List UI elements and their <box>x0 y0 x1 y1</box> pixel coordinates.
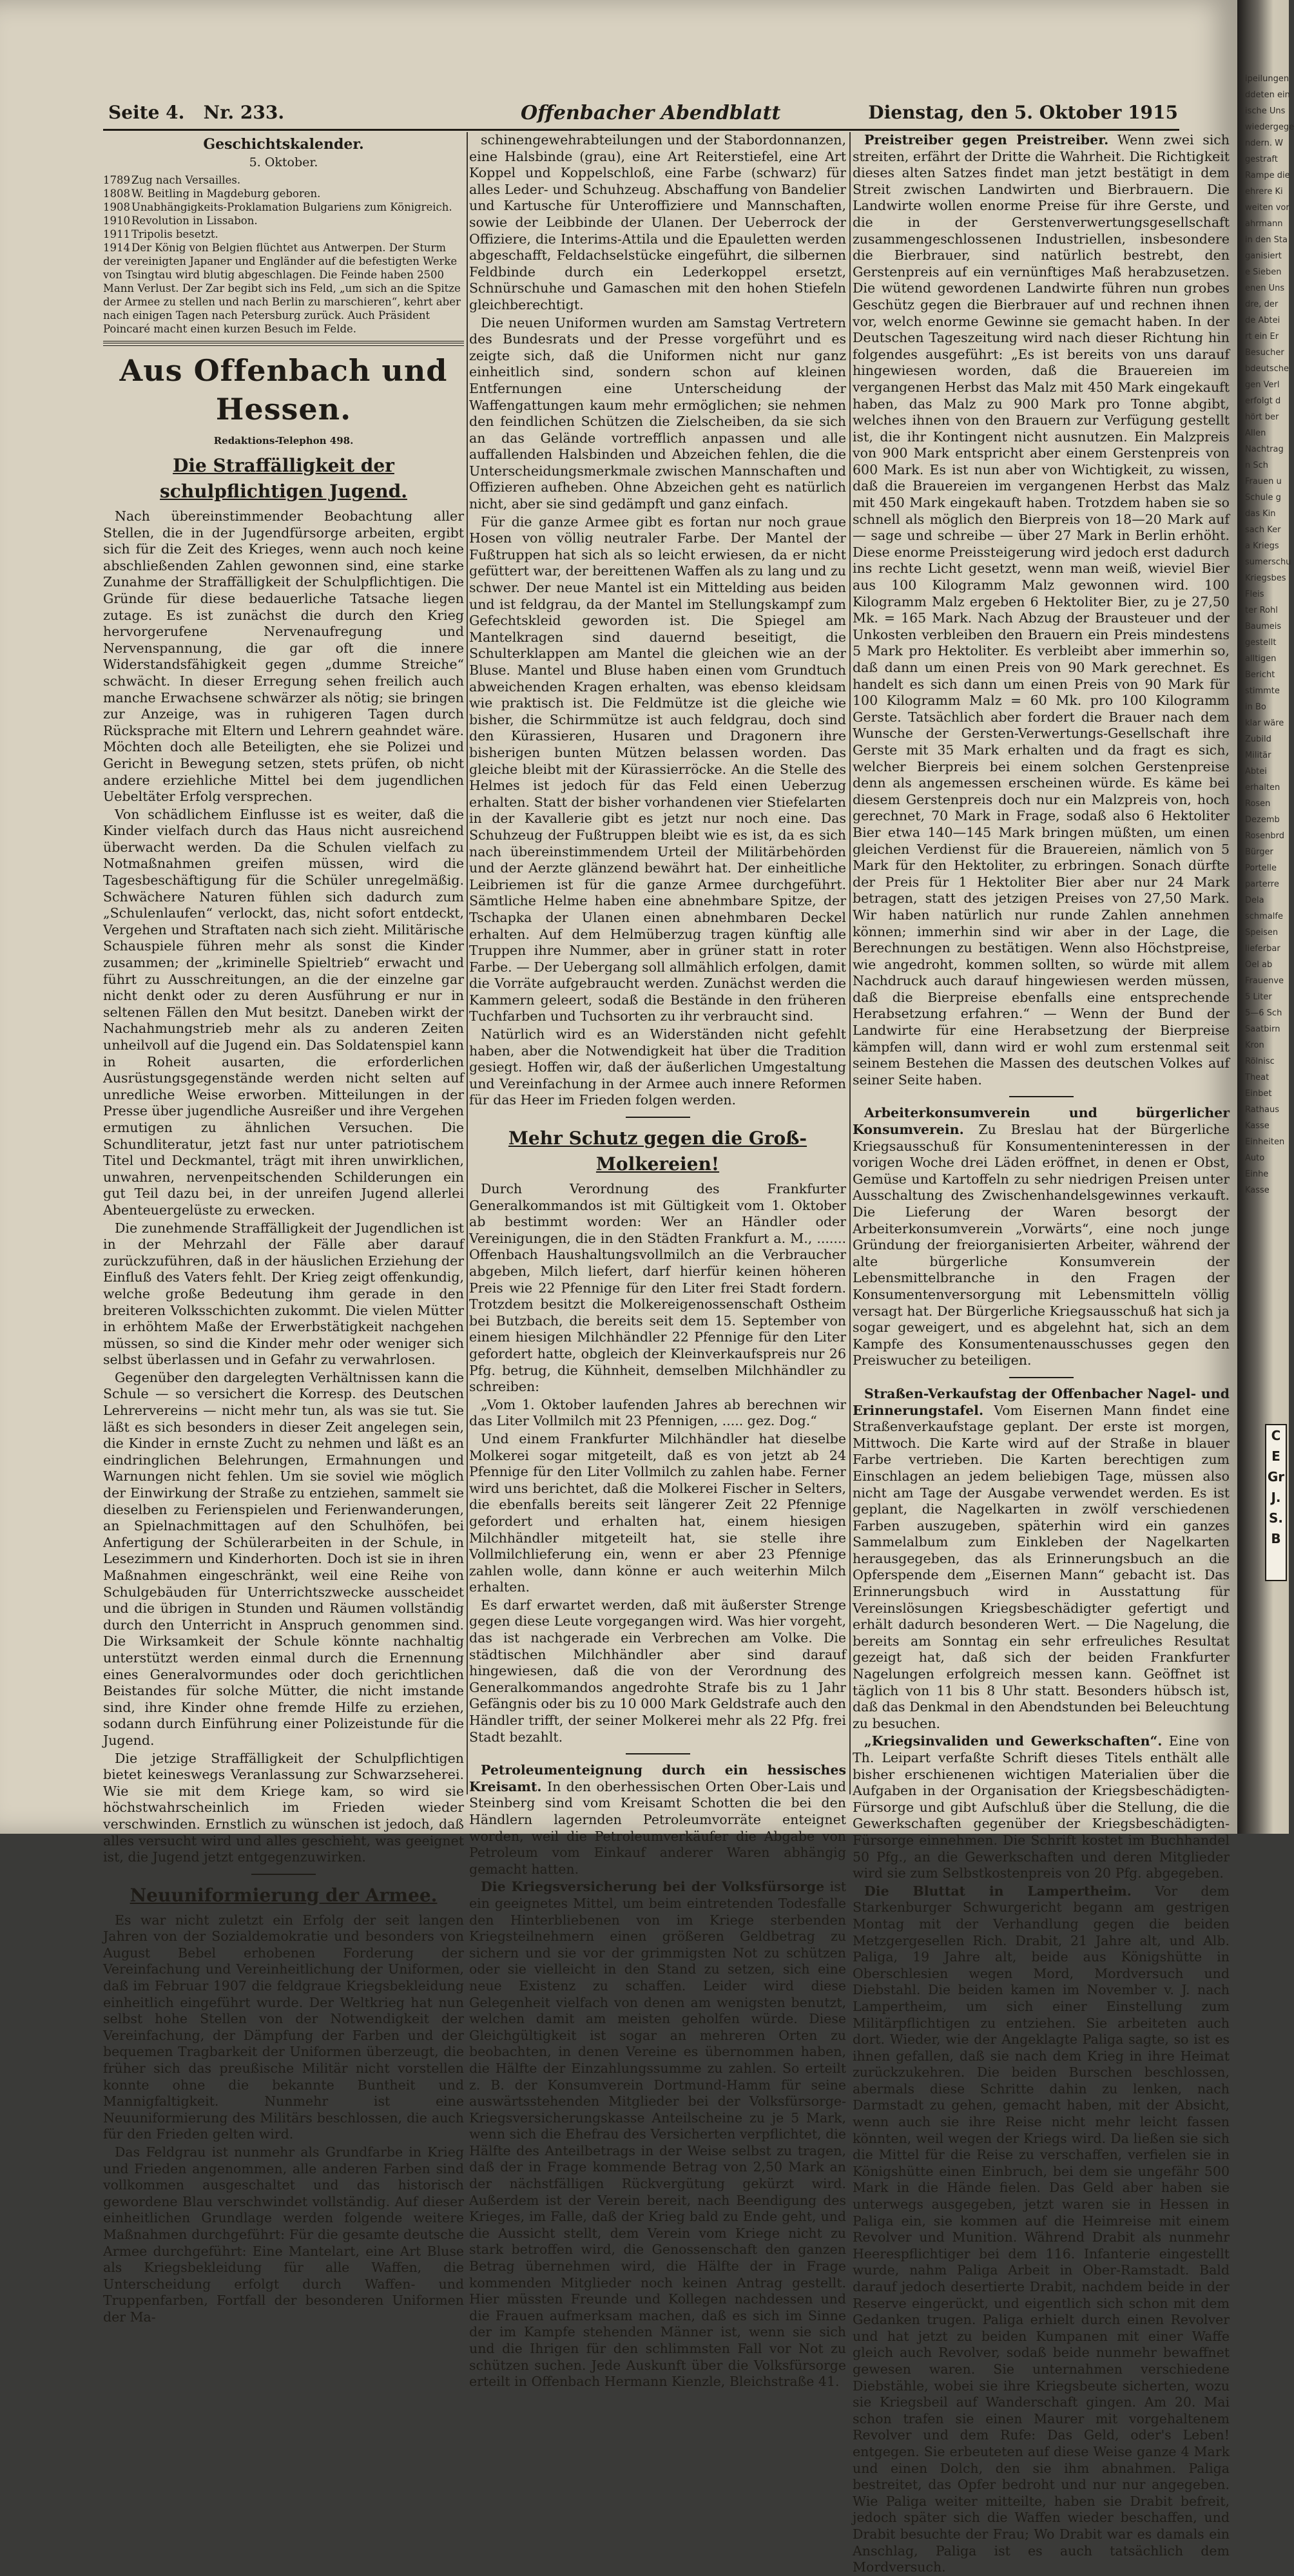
article-title-konsumverein: Arbeiterkonsumverein und bürgerlicher Konsumverein. <box>853 1105 1230 1138</box>
paragraph: Es darf erwartet werden, daß mit äußerster Strenge gegen diese Leute vorgegangen wird. Was hier vorgeht, das ist nachgerade ein Verbrechen am Volke. Die städtischen Milchhändler aber sind darauf hingewiesen, daß die von der Verordnung des Generalkommandos angedrohte Strafe bis zu 1 Jahr Gefängnis oder bis zu 10 000 Mark Geldstrafe auch den Händler trifft, der seiner Molkerei mehr als 22 Pfg. frei Stadt bezahlt. <box>469 1597 846 1745</box>
adjacent-line: Einhe <box>1245 1169 1269 1179</box>
paragraph: Nach übereinstimmender Beobachtung aller Stellen, die in der Jugendfürsorge arbeiten, ergibt sich für die Zeit des Krieges, wenn auch noch keine abschließenden Zahlen gewonnen sind, eine starke Zunahme der Straffälligkeit der Schulpflichtigen. Die Gründe für diese bedauerliche Tatsache liegen zutage. Es ist zunächst die durch den Krieg hervorgerufene Nervenaufregung und Nervenspannung, die gar oft die innere Widerstandsfähigkeit gegen „dumme Streiche“ schwächt. In dieser Erregung sehen freilich auch manche Erwachsene schwärzer als nötig; sie bringen zur Anzeige, was in ruhigeren Tagen durch Rücksprache mit Eltern und Lehrern geahndet wäre. Möchten doch alle Beteiligten, ehe sie Polizei und Gericht in Bewegung setzen, stets prüfen, ob nicht andere erziehliche Mittel bei dem jugendlichen Uebeltäter Erfolg versprechen. <box>103 508 464 805</box>
calendar-entry <box>103 241 464 336</box>
article-bluttat <box>853 1883 1230 2576</box>
header-rule <box>103 129 1179 131</box>
adjacent-line: Baumeis <box>1245 622 1282 631</box>
paragraph: Durch Verordnung des Frankfurter Generalkommandos ist mit Gültigkeit vom 1. Oktober ab bestimmt worden: Wer an Händler oder Vereinigungen, die in den Städten Frankfurt a. M., ....... Offenbach Haushaltungsvollmilch an die Verbraucher abgeben, Milch liefert, darf hierfür keinen höheren Preis wie 22 Pfennige für den Liter frei Stadt fordern. Trotzdem besitzt die Molkereigenossenschaft Ostheim bei Butzbach, die bereits seit dem 15. September von einem hiesigen Milchhändler 22 Pfennige für den Liter gefordert hatte, obgleich der Kleinverkaufspreis nur 26 Pfg. betrug, die Kühnheit, demselben Milchhändler zu schreiben: <box>469 1181 846 1395</box>
calendar-list <box>103 173 464 336</box>
adjacent-line: hört ber <box>1245 412 1279 422</box>
article-title-armee: Neuuniformierung der Armee. <box>130 1884 438 1906</box>
article-title-jugend: Die Straffälligkeit der schulpflichtigen Jugend. <box>160 455 407 502</box>
column-rule-2 <box>849 132 851 1794</box>
ad-letter: Gr <box>1267 1469 1285 1485</box>
adjacent-line: sumerschu <box>1245 557 1291 567</box>
adjacent-line: Speisen <box>1245 928 1279 937</box>
adjacent-line: wiedergege <box>1245 122 1294 132</box>
article-petroleum <box>469 1762 846 1878</box>
article-title-nageltafel: Straßen-Verkaufstag der Offenbacher Nagel- und Erinnerungstafel. <box>853 1385 1230 1418</box>
paragraph: Und einem Frankfurter Milchhändler hat dieselbe Molkerei sogar mitgeteilt, daß es von jetzt ab 24 Pfennige für den Liter Vollmilch zu zahlen habe. Ferner wird uns berichtet, daß die Molkerei Fischer in Selters, die ebenfalls bereits seit längerer Zeit 22 Pfennige gefordert und erhalten hat, einem hiesigen Milchhändler mitgeteilt hat, sie stelle ihre Vollmilchlieferung ein, wenn er aber 23 Pfennige zahlen wolle, dann könne er auch weiterhin Milch erhalten. <box>469 1430 846 1595</box>
ad-letter: B <box>1271 1531 1281 1546</box>
article-body-kriegsinvaliden: Eine von Th. Leipart verfaßte Schrift dieses Titels enthält alle bisher erschienenen wichtigen Materialien über die Aufgaben in der Organisation der Kriegsbeschädigten-Fürsorge und gibt Aufschluß über die Stellung, die die Gewerkschaften gegenüber der Kriegsbeschädigten-Fürsorge einnehmen. Die Schrift kostet im Buchhandel 50 Pfg., an die Gewerkschaften und deren Mitglieder wird sie zum Selbstkostenpreis von 20 Pfg. abgegeben. <box>853 1733 1230 1881</box>
adjacent-line: gestellt <box>1245 638 1277 648</box>
calendar-year: 1808 <box>103 187 130 200</box>
adjacent-page-ad-box <box>1265 1424 1287 1581</box>
issue-date: Dienstag, den 5. Oktober 1915 <box>868 102 1178 123</box>
adjacent-line: dre, der <box>1245 300 1279 309</box>
article-divider <box>626 1753 690 1754</box>
adjacent-line: Militär <box>1245 751 1271 760</box>
calendar-text: Tripolis besetzt. <box>131 228 218 240</box>
adjacent-line: de Abtei <box>1245 316 1280 325</box>
article-volksfuersorge <box>469 1879 846 2390</box>
calendar-text: W. Beitling in Magdeburg geboren. <box>131 187 321 200</box>
calendar-date: 5. Oktober. <box>249 155 318 169</box>
calendar-year: 1789 <box>103 174 130 186</box>
adjacent-line: Kasse <box>1245 1121 1270 1131</box>
article-divider <box>1009 1377 1074 1378</box>
article-nageltafel <box>853 1386 1230 1732</box>
column-1 <box>103 132 464 2325</box>
article-title-petroleum: Petroleumenteignung durch ein hessisches Kreisamt. <box>469 1762 846 1794</box>
paragraph: Gegenüber den dargelegten Verhältnissen kann die Schule — so versichert die Korresp. des Deutschen Lehrervereins — nicht mehr tun, als was sie tut. Sie läßt es sich besonders in dieser Zeit angelegen sein, die Kinder in ernste Zucht zu nehmen und läßt es an eindringlichen Belehrungen, Ermahnungen und Warnungen nicht fehlen. Um sie soviel wie möglich der Einwirkung der Straße zu entziehen, sammelt sie dieselben zu Ferienspielen und Ferienwanderungen, an Spielnachmittagen auf den Schulhöfen, bei Anfertigung der Schülerarbeiten in der Schule, in Lesezimmern und Kinderhorten. Doch ist sie in ihren Maßnahmen eingeschränkt, weil eine Reihe von Schulgebäuden für Unterrichtszwecke ausscheidet und die übrigen in Stunden und Räumen vollständig durch den Unterricht in Anspruch genommen sind. Die Wirksamkeit der Schule könnte nachhaltig unterstützt werden einmal durch die Ernennung eines Generalvormundes oder doch gerichtlichen Beistandes für solche Mütter, die nicht imstande sind, ihre Kinder ohne fremde Hilfe zu erziehen, sodann durch Einführung einer Polizeistunde für die Jugend. <box>103 1369 464 1748</box>
adjacent-line: a Kriegs <box>1245 541 1279 551</box>
calendar-entry <box>103 187 464 200</box>
adjacent-line: klar wäre <box>1245 718 1284 728</box>
article-divider <box>1009 1096 1074 1097</box>
article-body-molkereien <box>469 1181 846 1745</box>
adjacent-line: Frauenve <box>1245 976 1284 986</box>
adjacent-line: Frauen u <box>1245 477 1282 486</box>
adjacent-line: Rölnisc <box>1245 1057 1275 1066</box>
calendar-entry <box>103 173 464 187</box>
adjacent-line: Dela <box>1245 896 1264 905</box>
article-body-armee <box>103 1912 464 2326</box>
adjacent-line: ahrmann <box>1245 219 1283 229</box>
adjacent-line: Kriegsbes <box>1245 573 1286 583</box>
ad-letter: C <box>1271 1428 1281 1443</box>
article-body-jugend <box>103 508 464 1866</box>
adjacent-line: enen Uns <box>1245 284 1285 293</box>
adjacent-line: Fleis <box>1245 590 1264 599</box>
adjacent-line: gen Verl <box>1245 380 1280 390</box>
calendar-entry <box>103 227 464 241</box>
column-rule-1 <box>467 132 468 1794</box>
adjacent-page-text <box>1245 71 1294 1198</box>
paragraph: „Vom 1. Oktober laufenden Jahres ab berechnen wir das Liter Vollmilch mit 23 Pfennigen, ..... gez. Dog.“ <box>469 1396 846 1429</box>
paragraph: Die zunehmende Straffälligkeit der Jugendlichen ist in der Mehrzahl der Fälle aber darauf zurückzuführen, daß in der häuslichen Erziehung der Einfluß des Vaters fehlt. Der Krieg zeigt offenkundig, welche große Bedeutung ihm gerade in den breiteren Volksschichten zukommt. Die vielen Mütter in erhöhtem Maße der Erwerbstätigkeit nachgehen müssen, so sind die Kinder mehr oder weniger sich selbst überlassen und in Gefahr zu verwahrlosen. <box>103 1220 464 1368</box>
adjacent-line: Bürger <box>1245 847 1273 857</box>
calendar-year: 1910 <box>103 215 130 227</box>
adjacent-line: Rathaus <box>1245 1105 1280 1115</box>
page-number: Seite 4. Nr. 233. <box>108 102 285 123</box>
adjacent-line: ganisiert <box>1245 251 1282 261</box>
calendar-year: 1908 <box>103 201 130 213</box>
adjacent-line: e Sieben <box>1245 267 1282 277</box>
calendar-entry <box>103 214 464 227</box>
adjacent-line: in Bo <box>1245 702 1266 712</box>
article-title-molkereien: Mehr Schutz gegen die Groß-Molkereien! <box>508 1128 807 1175</box>
paragraph: Natürlich wird es an Widerständen nicht gefehlt haben, aber die Notwendigkeit hat über die Tradition gesiegt. Hoffen wir, daß der äußerlichen Umgestaltung und Vereinfachung in der Armee auch innere Reformen für das Heer im Frieden folgen werden. <box>469 1026 846 1108</box>
column-3 <box>853 132 1230 2575</box>
adjacent-line: schmalfe <box>1245 912 1283 921</box>
adjacent-line: Allen <box>1245 428 1266 438</box>
adjacent-line: das Kin <box>1245 509 1276 519</box>
calendar-text: Der König von Belgien flüchtet aus Antwerpen. Der Sturm der vereinigten Japaner und Engländer auf die befestigten Werke von Tsingtau wird blutig abgeschlagen. Die Feinde haben 2500 Mann Verlust. Der Zar begibt sich ins Feld, „um sich an die Spitze der Armee zu stellen und nach Berlin zu marschieren“, kehrt aber nach einigen Tagen nach Petersburg zurück. Auch Präsident Poincaré macht einen kurzen Besuch im Felde. <box>103 242 461 335</box>
section-title: Aus Offenbach und Hessen. <box>119 353 448 427</box>
paragraph: schinengewehrabteilungen und der Stabordonnanzen, eine Halsbinde (grau), eine Art Reiterstiefel, eine Art Koppel und Koppelschloß, eine Farbe (schwarz) für alles Leder- und Schuhzeug. Abschaffung von Bandelier und Kartusche für Unteroffiziere und Mannschaften, sowie der Leibbinde der Ulanen. Der Ueberrock der Offiziere, die Interims-Attila und die Epauletten werden abgeschafft, Feldachselstücke eingeführt, die silbernen Feldbinde durch ein Lederkoppel ersetzt, Schnürschuhe und Gamaschen mit den hohen Stiefeln gleichberechtigt. <box>469 132 846 312</box>
article-konsumverein <box>853 1105 1230 1369</box>
adjacent-line: Oel ab <box>1245 960 1273 970</box>
adjacent-line: Bericht <box>1245 670 1275 680</box>
adjacent-line: stimmte <box>1245 686 1280 696</box>
calendar-entry <box>103 200 464 214</box>
adjacent-line: n Sch <box>1245 461 1269 470</box>
adjacent-line: ische Uns <box>1245 106 1286 116</box>
calendar-year: 1914 <box>103 242 130 254</box>
adjacent-line: lieferbar <box>1245 944 1280 954</box>
article-title-volksfuersorge: Die Kriegsversicherung bei der Volksfürsorge <box>481 1879 825 1895</box>
ad-letter: J. <box>1271 1490 1281 1505</box>
article-title-preistreiber: Preistreiber gegen Preistreiber. <box>864 132 1109 148</box>
adjacent-line: Dezemb <box>1245 815 1280 825</box>
editorial-phone: Redaktions-Telephon 498. <box>213 435 354 447</box>
article-body-volksfuersorge: ist ein geeignetes Mittel, um beim eintretenden Todesfalle den Hinterbliebenen von im Kriege sterbenden Kriegsteilnehmern einen größeren Geldbetrag zu sichern und sie vor der grimmigsten Not zu schützen oder sie vielleicht in den Stand zu setzen, sich eine neue Existenz zu schaffen. Leider wird diese Gelegenheit vielfach von denen am wenigsten benutzt, welchen damit am meisten geholfen würde. Diese Gleichgültigkeit ist sogar an mehreren Orten zu beobachten, in denen Vereine es übernommen haben, die Hälfte der Einzahlungssumme zu zahlen. So erteilt z. B. der Konsumverein Dortmund-Hamm für seine auswärtsstehenden Mitglieder bei der Volksfürsorge-Kriegsversicherungskasse Anteilscheine zu je 5 Mark, wenn sich die Ehefrau des Versicherten verpflichtet, die Hälfte des Anteilbetrags in der Weise selbst zu tragen, daß der in Frage kommende Betrag von 2,50 Mark an der nächstfälligen Rückvergütung gekürzt wird. Außerdem ist der Verein bereit, nach Beendigung des Krieges, im Falle, daß der Krieg bald zu Ende geht, und die Aussicht stellt, dem Verein vom Kriege nicht zu stark betroffen wird, die Genossenschaft den ganzen Betrag übernehmen wird, die Hälfte der in Frage kommenden Mitglieder noch keinen Antrag gestellt. Hier müssten Freunde und Kollegen nachdessen und die Frauen aufmerksam machen, daß es sich im Sinne der im Kampfe stehenden Männer ist, wenn sie sich und die Ihrigen für den schlimmsten Fall vor Not zu schützen suchen. Jede Auskunft über die Volksfürsorge erteilt in Offenbach Hermann Kienzle, Bleichstraße 41. <box>469 1879 846 2390</box>
adjacent-line: Zubild <box>1245 735 1271 744</box>
adjacent-line: erfolgt d <box>1245 396 1281 406</box>
adjacent-line: Besucher <box>1245 348 1284 358</box>
article-body-nageltafel: Vom Eisernen Mann findet eine Straßenverkaufstage geplant. Der erste ist morgen, Mittwoch. Die Karte wird auf der Straße in blauer Farbe vertrieben. Die Karten berechtigen zum Einschlagen an jedem beliebigen Tage, müssen also nicht am Tage der Ausgabe verwendet werden. Es ist geplant, die Nagelkarten in zwölf verschiedenen Farben auszugeben, späterhin wird ein ganzes Sammelalbum zum Einkleben der Nagelkarten herausgegeben, das als Erinnerungsbuch an die Opferspende dem „Eisernen Mann“ gebacht ist. Das Erinnerungsbuch wird in Ausstattung für Vereinslösungen Kriegsbeschädigter gefertigt und erhält dadurch besonderen Wert. — Die Nagelung, die bereits am Sonntag ein sehr erfreuliches Resultat gezeigt hat, daß sich der beiden Frankfurter Nagelungen erfolgreich messen kann. Geöffnet ist täglich von 11 bis 8 Uhr statt. Besonders hübsch ist, daß das Denkmal in den Abendstunden bei Beleuchtung zu besuchen. <box>853 1402 1230 1731</box>
calendar-text: Unabhängigkeits-Proklamation Bulgariens zum Königreich. <box>131 201 452 213</box>
adjacent-line: Theat <box>1245 1073 1270 1082</box>
calendar-year: 1911 <box>103 228 130 240</box>
column-2 <box>469 132 846 2390</box>
adjacent-line: Auto <box>1245 1153 1265 1163</box>
calendar-title: Geschichtskalender. <box>203 136 364 153</box>
adjacent-line: bdeutsche <box>1245 364 1289 374</box>
article-body-bluttat: Vor dem Starkenburger Schwurgericht begann am gestrigen Montag mit der Verhandlung gegen die beiden Metzgergesellen Rich. Drabit, 21 Jahre alt, und Alb. Paliga, 19 Jahre alt, beide aus Königshütte in Oberschlesien wegen Mord, Mordversuch und Diebstahl. Die beiden kamen im November v. J. nach Lampertheim, um sich einer Einstellung zum Militärpflichtigen zu entziehen. Sie arbeiteten auch dort. Wieder, wie der Angeklagte Paliga sagte, so ist es ihnen gefallen, daß sie nach dem Krieg in ihre Heimat zurückzukehren. Die beiden Burschen beschlossen, abermals diese Schritte dahin zu lenken, nach Darmstadt zu gehen, gemacht haben, mit der Absicht, wenn auch sie ihre Reise nicht mehr leicht fassen könnten, weil wegen der Kriegs wird. Da ließen sie sich die Mittel für die Reise zu verschaffen, verfielen sie in Königshütte einen Einbruch, bei dem sie ungefähr 500 Mark in die Hände fielen. Das Geld aber haben sie unterwegs ausgegeben, jetzt waren sie in Hessen in Paliga ein, sie kommen auf die Heimreise mit einem Revolver und Munition. Während Drabit als nunmehr Heerespflichtiger bei dem 116. Infanterie eingestellt wurde, nahm Paliga Arbeit in Ober-Ramstadt. Bald darauf jedoch desertierte Drabit, nachdem beide in der Reserve eingerückt, und eigentlich sich schon mit dem Gedanken trugen. Paliga erhielt durch einen Revolver und hat jetzt zu beiden Kumpanen mit einer Waffe gleich auch Revolver, sodaß beide nunmehr bewaffnet gewesen waren. Sie unternahmen verschiedene Diebstähle, wobei sie ihre Kriegsbeute sicherten, wozu sie Kriegsbeil auf Wanderschaft gingen. Am 20. Mai schon trafen sie einen Maurer mit vorgehaltenem Revolver und dem Rufe: Das Geld, oder's Leben! entgegen. Sie erbeuteten auf diese Weise ganze 4 Mark und einen Dolch, den sie ihm abnahmen. Paliga bestreitet, das Opfer bedroht und nur nur angegeben. Wie Paliga weiter mitteilte, haben sie Drabit befreit, jedoch später sich die Waffen wieder beschaffen, und Drabit besuchte der Frau; Wo Drabit war es damals ein Anschlag, Paliga ist es auch tatsächlich dem Mordversuch. <box>853 1883 1230 2575</box>
paragraph: Es war nicht zuletzt ein Erfolg der seit langen Jahren von der Sozialdemokratie und besonders von August Bebel erhobenen Forderung der Vereinfachung und Vereinheitlichung der Uniformen, daß im Februar 1907 die feldgraue Kriegsbekleidung einheitlich eingeführt wurde. Der Weltkrieg hat nun selbst hohe Stellen von der Notwendigkeit der Vereinfachung, der Dämpfung der Farben und der bequemen Tragbarkeit der Uniformen überzeugt, die früher sich das preußische Militär nicht vorstellen konnte ohne die bekannte Buntheit und Mannigfaltigkeit. Nunmehr ist eine Neuuniformierung des Militärs beschlossen, die auch für den Frieden gelten wird. <box>103 1912 464 2142</box>
adjacent-line: ipeilungen <box>1245 74 1289 84</box>
adjacent-line: sach Ker <box>1245 525 1281 535</box>
adjacent-line: Kron <box>1245 1041 1264 1050</box>
paragraph: Für die ganze Armee gibt es fortan nur noch graue Hosen von völlig neutraler Farbe. Der Mantel der Fußtruppen hat sich als so leicht erwiesen, da er nicht gefüttert war, der bereittenen Waffen als zu lang und zu schwer. Der neue Mantel ist ein Mittelding aus beiden und ist feldgrau, da der Mantel im Stellungskampf zum Gefechtskleid geworden ist. Die Spiegel am Mantelkragen sind dauernd beseitigt, die Schulterklappen am Mantel die gleichen wie an der Bluse. Mantel und Bluse haben einen vom Grundtuch abweichenden Kragen erhalten, was ebenso kleidsam wie praktisch ist. Die Feldmütze ist die gleiche wie bisher, die Schirmmütze ist auch feldgrau, doch sind den Kürassieren, Husaren und Dragonern ihre bisherigen bunten Mützen belassen worden. Das gleiche bleibt mit der Kürassierröcke. An die Stelle des Helmes ist jedoch für das Feld einen Ueberzug erhalten. Statt der bisher vorhandenen vier Stiefelarten in der Kavallerie gibt es jetzt nur noch eine. Das Schuhzeug der Fußtruppen bleibt wie es ist, da es sich nach übereinstimmendem Urteil der Militärbehörden und der Aerzte glänzend bewährt hat. Der einheitliche Leibriemen ist für die ganze Armee durchgeführt. Sämtliche Helme haben eine abnehmbare Spitze, der Tschapka der Ulanen einen abnehmbaren Deckel erhalten. Auf dem Helmüberzug tragen künftig alle Truppen ihre Nummer, aber in grüner statt in roter Farbe. — Der Uebergang soll allmählich erfolgen, damit die Vorräte aufgebraucht werden. Zunächst werden die Kammern geleert, sodaß die Bestände in den früheren Tuchfarben und Tuchsorten zu ihr verbraucht sind. <box>469 514 846 1024</box>
adjacent-line: Rosen <box>1245 799 1271 809</box>
adjacent-line: Saatbirn <box>1245 1024 1280 1034</box>
adjacent-line: Rosenbrd <box>1245 831 1285 841</box>
adjacent-line: alltigen <box>1245 654 1277 664</box>
calendar-text: Revolution in Lissabon. <box>131 215 258 227</box>
adjacent-line: Rampe die <box>1245 171 1290 180</box>
page-header <box>108 102 1178 128</box>
article-divider <box>626 1117 690 1118</box>
paragraph: Die neuen Uniformen wurden am Samstag Vertretern des Bundesrats und der Presse vorgeführt und es zeigte sich, daß die Uniformen nicht nur ganz einheitlich sind, sondern schon auf kleinen Entfernungen eine Unterscheidung der Waffengattungen kaum mehr ermöglichen; sie nehmen den feindlichen Schützen die Zielscheiben, da sie sich an das Gelände vortrefflich anpassen und alle auffallenden Halsbinden und Abzeichen fehlen, die die Unterscheidungsmerkmale zwischen Mannschaften und Offizieren aufheben. Ohne Abzeichen geht es natürlich nicht, aber sie sind gedämpft und ganz einfach. <box>469 314 846 512</box>
adjacent-line: Nachtrag <box>1245 445 1284 454</box>
calendar-divider <box>103 341 464 346</box>
ad-letter: S. <box>1268 1510 1283 1526</box>
article-body-konsumverein: Zu Breslau hat der Bürgerliche Kriegsausschuß für Konsumenteninteressen in der vorigen Woche drei Läden eröffnet, in denen er Obst, Gemüse und Kartoffeln zu sehr niedrigen Preisen unter Ausschaltung des Zwischenhandelsgewinnes verkauft. Die Lieferung der Waren besorgt der Arbeiterkonsumverein „Vorwärts“, eine noch junge Gründung der freiorganisierten Arbeiter, während der alte bürgerliche Konsumverein der Lebensmittelbranche in den Fragen der Konsumentenversorgung mit Lebensmitteln völlig versagt hat. Der Bürgerliche Kriegsausschuß hat sich ja sogar geweigert, und es abgelehnt hat, sich an dem Kampfe des Konsumentenausschusses gegen den Preiswucher zu beteiligen. <box>853 1122 1230 1369</box>
adjacent-line: ehrere Ki <box>1245 187 1283 197</box>
adjacent-line: 5 Liter <box>1245 992 1272 1002</box>
article-body-petroleum: In den oberhessischen Orten Ober-Lais und Steinberg sind vom Kreisamt Schotten die bei den Händlern lagernden Petroleumvorräte enteignet worden, weil die Petroleumverkäufer die Abgabe von Petroleum vom Einkauf anderer Waren abhängig gemacht hatten. <box>469 1778 846 1877</box>
adjacent-line: 5—6 Sch <box>1245 1008 1282 1018</box>
paragraph: Die jetzige Straffälligkeit der Schulpflichtigen bietet keineswegs Veranlassung zur Schwarzseherei. Wie sie mit dem Kriege kam, so wird sie höchstwahrscheinlich im Frieden wieder verschwinden. Ernstlich zu wünschen ist jedoch, daß alles versucht wird und alles geschieht, was geeignet ist, die Jugend jetzt entgegenzuwirken. <box>103 1750 464 1865</box>
adjacent-line: Kasse <box>1245 1186 1270 1195</box>
adjacent-line: Einheiten <box>1245 1137 1285 1147</box>
article-body-preistreiber: Wenn zwei sich streiten, erfährt der Dritte die Wahrheit. Die Richtigkeit dieses alten Satzes findet man jetzt bestätigt in dem Streit zwischen Landwirten und Bierbrauern. Die Landwirte wollen enorme Preise für ihre Gerste, und die in der Gerstenverwertungsgesellschaft zusammengeschlossenen Industriellen, insbesondere die Bierbrauer, sind natürlich bestrebt, den Gerstenpreis auf ein vernünftiges Maß herabzusetzen. Die wütend gewordenen Landwirte führen nun grobes Geschütz gegen die Bierbrauer auf und rechnen ihnen vor, welch enorme Gewinne sie gemacht haben. In der Deutschen Tageszeitung wird nach dieser Richtung hin folgendes ausgeführt: „Es ist bereits von uns darauf hingewiesen worden, daß die Brauereien im vergangenen Herbst das Malz mit 450 Mark eingekauft haben, das Malz zu 900 Mark pro Tonne abgibt, welches ihnen von den Brauern zur Verfügung gestellt ist, die ihr Kontingent nicht ausnutzen. Ein Malzpreis von 900 Mark entspricht aber einem Gerstenpreis von 600 Mark. Es ist nun aber von Wichtigkeit, zu wissen, daß die Brauereien im vergangenen Herbst das Malz mit 450 Mark eingekauft haben. Trotzdem haben sie so schnell als möglich den Bierpreis von 18—20 Mark auf — sage und schreibe — über 27 Mark in Berlin erhöht. Diese enorme Preissteigerung wird jedoch erst dadurch ins rechte Licht gesetzt, wenn man weiß, wieviel Bier aus 100 Kilogramm Malz gewonnen wird. 100 Kilogramm Malz ergeben 6 Hektoliter Bier, zu je 27,50 Mk. = 165 Mark. Nach Abzug der Brausteuer und der Unkosten verbleiben den Brauern ein Preis mindestens 5 Mark pro Hektoliter. Es verbleibt aber immerhin so, daß dann um einen Preis von 90 Mark gerechnet. Es handelt es sich dann um einen Preis von 90 Mark für 100 Kilogramm Malz = 60 Mk. pro 100 Kilogramm Gerste. Tatsächlich aber fordert die Brauer nach dem Wunsche der Gersten-Verwertungs-Gesellschaft ihre Gerste mit 35 Mark erhalten und da fragt es sich, welcher Bierpreis bei einem solchen Gerstenpreise denn als angemessen erscheinen würde. Es käme bei diesem Gerstenpreis doch nur ein Malzpreis von, hoch gerechnet, 70 Mark in Frage, sodaß also 6 Hektoliter Bier etwa 140—145 Mark bringen müßten, um einen gleichen Verdienst für die Brauereien, nämlich von 5 Mark für den Hektoliter, zu erbringen. Sonach dürfte der Preis für 1 Hektoliter Bier aber nur 24 Mark betragen, statt des jetzigen Preises von 27,50 Mark. Wir haben natürlich nur runde Zahlen annehmen können; immerhin sind wir aber in der Lage, die Berechnungen zu bestätigen. Wenn also Höchstpreise, wie angedroht, kommen sollten, so würde mit allem Nachdruck auch darauf hingewiesen werden müssen, daß die Bierpreise ebenfalls eine entsprechende Herabsetzung erfahren.“ — Wenn der Bund der Landwirte für eine Herabsetzung der Bierpreise kämpfen will, dann wird er wohl zum erstenmal seit seinem Bestehen die Massen des deutschen Volkes auf seiner Seite haben. <box>853 132 1230 1088</box>
ad-letter: E <box>1271 1448 1280 1464</box>
adjacent-line: Portelle <box>1245 863 1277 873</box>
article-kriegsinvaliden <box>853 1733 1230 1881</box>
adjacent-line: parterre <box>1245 879 1279 889</box>
article-preistreiber <box>853 132 1230 1088</box>
calendar-text: Zug nach Versailles. <box>131 174 241 186</box>
adjacent-line: Einbet <box>1245 1089 1272 1099</box>
adjacent-line: erhalten <box>1245 783 1280 793</box>
article-title-kriegsinvaliden: „Kriegsinvaliden und Gewerkschaften“. <box>864 1733 1163 1749</box>
adjacent-line: gestraft <box>1245 155 1278 164</box>
paragraph: Das Feldgrau ist nunmehr als Grundfarbe in Krieg und Frieden angenommen, alle anderen Farben sind vollkommen ausgeschaltet und das historisch gewordene Blau verschwindet vollständig. Auf dieser einheitlichen Grundlage werden folgende weitere Maßnahmen durchgeführt: Für die gesamte deutsche Armee durchgeführt: Eine Mantelart, eine Art Bluse als Kriegsbekleidung für alle Waffen, die Unterscheidung erfolgt durch Waffen- und Truppenfarben, Fortfall der besonderen Uniformen der Ma- <box>103 2144 464 2325</box>
adjacent-line: rt ein Er <box>1245 332 1279 341</box>
adjacent-line: in den Sta <box>1245 235 1288 245</box>
adjacent-line: ddeten ein <box>1245 90 1290 100</box>
article-divider <box>251 1874 316 1875</box>
adjacent-line: Schule g <box>1245 493 1281 503</box>
adjacent-line: ter Rohl <box>1245 606 1278 615</box>
adjacent-line: Abtei <box>1245 767 1267 776</box>
article-body-armee-continued <box>469 132 846 1109</box>
masthead: Offenbacher Abendblatt <box>521 102 781 124</box>
adjacent-line: weiten vor <box>1245 203 1289 213</box>
article-title-bluttat: Die Bluttat in Lampertheim. <box>864 1883 1132 1899</box>
adjacent-line: ndern. W <box>1245 139 1283 148</box>
paragraph: Von schädlichem Einflusse ist es weiter, daß die Kinder vielfach durch das Haus nicht ausreichend überwacht werden. Da die Schulen vielfach zu Notmaßnahmen greifen müssen, wird die Tagesbeschäftigung für die Schüler unregelmäßig. Schwächere Naturen fühlen sich dadurch zum „Schulenlaufen“ verlockt, das, nicht sofort entdeckt, Vergehen und Straftaten nach sich zieht. Militärische Schauspiele führen mehr als sonst die Kinder zusammen; der „kriminelle Spieltrieb“ erwacht und führt zu Ausschreitungen, an die der einzelne gar nicht denkt oder zu deren Ausführung er nur in seltenen Fällen den Mut besitzt. Daneben wirkt der Nachahmungstrieb mehr als zu anderen Zeiten unheilvoll auf die Jugend ein. Das Soldatenspiel kann in Roheit ausarten, die erforderlichen Ausrüstungsgegenstände werden nicht selten auf unredliche Weise erworben. Mitteilungen in der Presse über jugendliche Ausreißer und ihre Vergehen ermutigen zu ähnlichen Versuchen. Die Schundliteratur, jetzt fast nur unter patriotischem Titel und Deckmantel, trägt mit ihren unwirklichen, unwahren, nervenpeitschenden Schilderungen ein gut Teil dazu bei, in der unreifen Jugend allerlei Abenteuergelüste zu erwecken. <box>103 806 464 1218</box>
